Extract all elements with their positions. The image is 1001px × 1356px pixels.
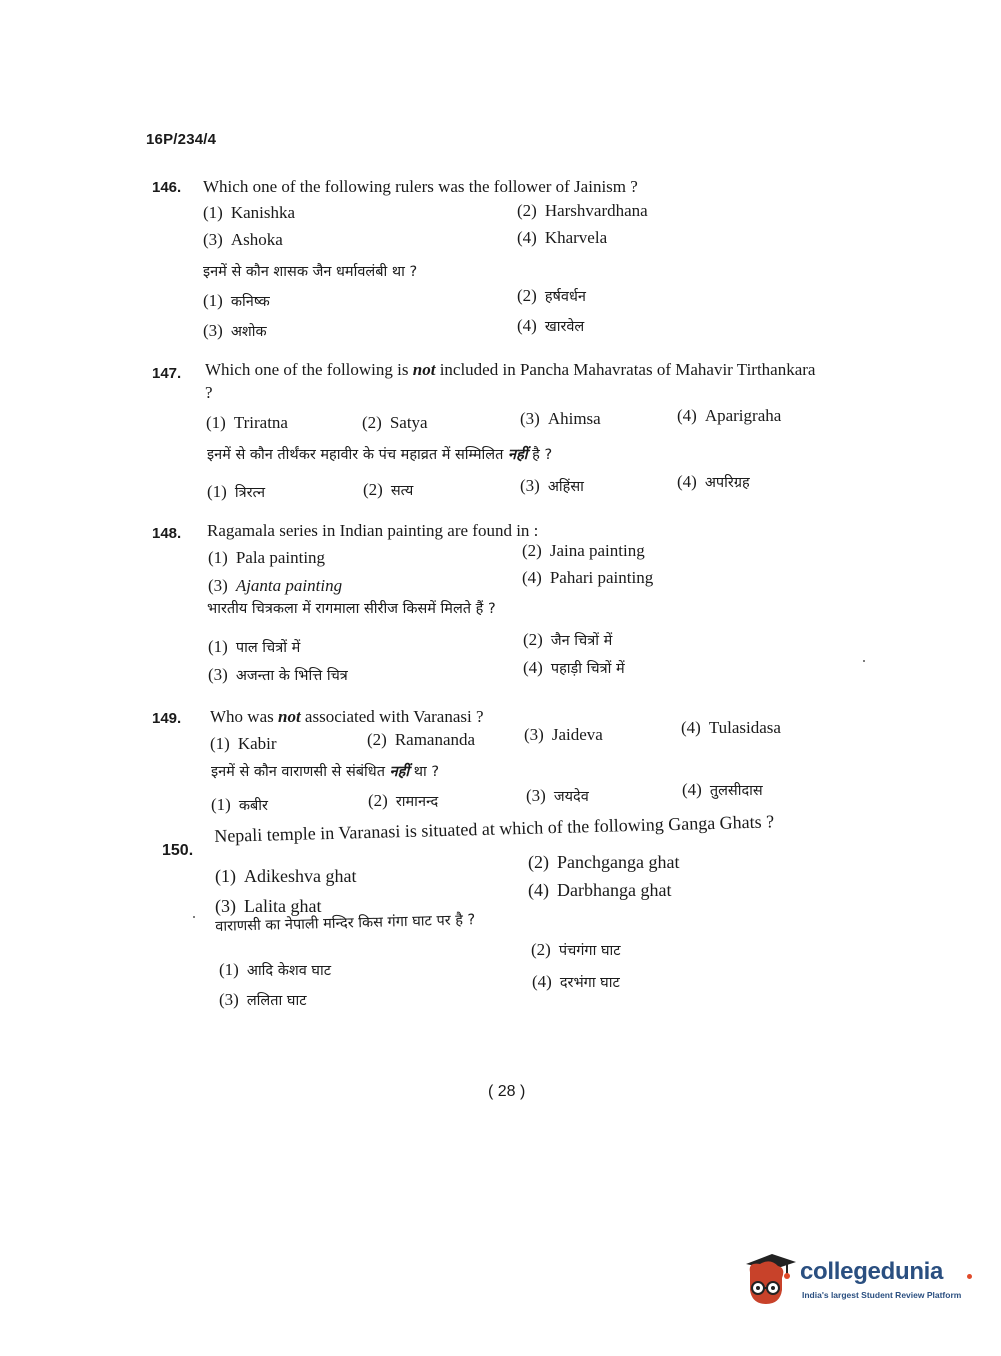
logo-wordmark: collegedunia — [800, 1258, 944, 1285]
option-4: (4) Tulasidasa — [681, 718, 781, 737]
option-4: (4) Pahari painting — [522, 568, 654, 587]
page-number: ( 28 ) — [488, 1083, 526, 1100]
question-number: 150. — [162, 842, 194, 859]
question-number: 147. — [152, 365, 182, 382]
option-1: (1) Kanishka — [203, 203, 296, 222]
option-2: (2) Harshvardhana — [517, 201, 648, 220]
question-text-hindi: भारतीय चित्रकला में रागमाला सीरीज किसमें मिलते हैं ? — [207, 601, 496, 617]
hindi-option-2: (2) हर्षवर्धन — [517, 286, 586, 305]
question-text: Nepali temple in Varanasi is situated at which of the following Ganga Ghats ? — [214, 811, 775, 846]
hindi-option-4: (4) तुलसीदास — [682, 780, 763, 799]
option-3: (3) Jaideva — [524, 725, 603, 744]
option-4: (4) Kharvela — [517, 228, 608, 247]
question-text: Which one of the following rulers was the follower of Jainism ? — [203, 177, 638, 196]
question-text: Which one of the following is not included in Pancha Mahavratas of Mahavir Tirthankara ? — [205, 360, 816, 402]
hindi-option-4: (4) दरभंगा घाट — [532, 972, 620, 991]
question-text: Ragamala series in Indian painting are found in : — [207, 521, 539, 540]
option-2: (2) Jaina painting — [522, 541, 645, 560]
hindi-option-4: (4) पहाड़ी चित्रों में — [523, 658, 625, 677]
hindi-option-1: (1) आदि केशव घाट — [219, 960, 332, 979]
hindi-option-1: (1) कबीर — [211, 795, 268, 814]
mascot-icon — [742, 1250, 800, 1310]
option-2: (2) Satya — [362, 413, 428, 432]
collegedunia-logo — [742, 1250, 972, 1310]
option-3: (3) Ahimsa — [520, 409, 601, 428]
hindi-option-3: (3) ललिता घाट — [219, 990, 307, 1009]
question-text-hindi: इनमें से कौन शासक जैन धर्मावलंबी था ? — [203, 264, 418, 280]
option-3: (3) Ajanta painting — [208, 576, 343, 595]
question-number: 146. — [152, 179, 182, 196]
hindi-option-2: (2) पंचगंगा घाट — [531, 940, 621, 959]
question-text-hindi: इनमें से कौन वाराणसी से संबंधित नहीं था ? — [211, 764, 440, 780]
hindi-option-1: (1) कनिष्क — [203, 291, 270, 310]
logo-dot — [967, 1274, 972, 1279]
question-text-hindi: वाराणसी का नेपाली मन्दिर किस गंगा घाट पर है ? — [215, 912, 476, 935]
question-number: 148. — [152, 525, 182, 542]
hindi-option-2: (2) रामानन्द — [368, 791, 439, 810]
question-text: Who was not associated with Varanasi ? — [210, 707, 484, 726]
hindi-option-3: (3) अजन्ता के भित्ति चित्र — [208, 665, 348, 684]
option-1: (1) Triratna — [206, 413, 288, 432]
hindi-option-1: (1) पाल चित्रों में — [208, 637, 301, 656]
scan-speck — [863, 660, 865, 662]
option-1: (1) Pala painting — [208, 548, 326, 567]
option-1: (1) Kabir — [210, 734, 277, 753]
page-code: 16P/234/4 — [146, 131, 217, 148]
option-3: (3) Lalita ghat — [215, 896, 322, 916]
hindi-option-2: (2) सत्य — [363, 480, 414, 499]
hindi-option-2: (2) जैन चित्रों में — [523, 630, 613, 649]
hindi-option-3: (3) जयदेव — [526, 786, 589, 805]
option-4: (4) Aparigraha — [677, 406, 782, 425]
question-text-hindi: इनमें से कौन तीर्थंकर महावीर के पंच महाव्रत में सम्मिलित नहीं है ? — [207, 447, 553, 463]
logo-tagline: India's largest Student Review Platform — [802, 1290, 962, 1300]
option-1: (1) Adikeshva ghat — [215, 866, 357, 886]
option-4: (4) Darbhanga ghat — [528, 880, 672, 900]
question-number: 149. — [152, 710, 182, 727]
option-3: (3) Ashoka — [203, 230, 283, 249]
hindi-option-3: (3) अहिंसा — [520, 476, 584, 495]
option-2: (2) Panchganga ghat — [528, 852, 680, 872]
hindi-option-1: (1) त्रिरत्न — [207, 482, 266, 501]
hindi-option-3: (3) अशोक — [203, 321, 267, 340]
option-2: (2) Ramananda — [367, 730, 476, 749]
hindi-option-4: (4) खारवेल — [517, 316, 585, 335]
scan-speck — [193, 916, 195, 918]
hindi-option-4: (4) अपरिग्रह — [677, 472, 750, 491]
